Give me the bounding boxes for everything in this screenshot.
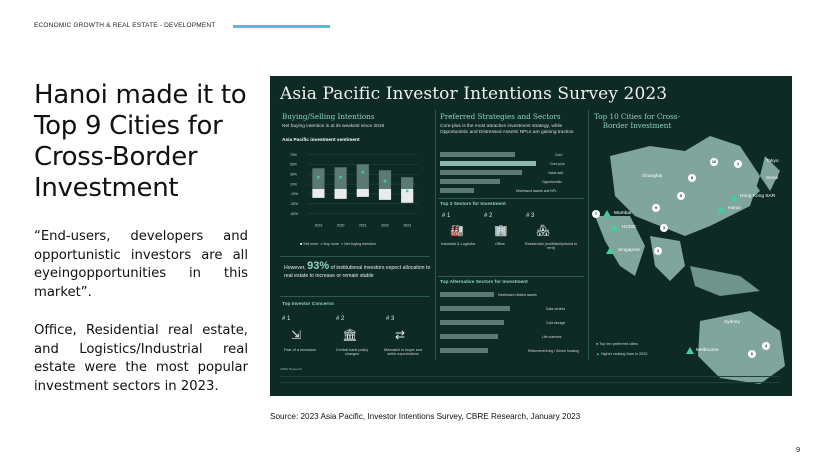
higher-ranking-marker [717, 206, 725, 213]
slide-title: Hanoi made it to Top 9 Cities for Cross-Border Investment [34, 80, 247, 203]
city-marker-shanghai: 8 [688, 174, 696, 182]
y-tick-label: -50% [290, 211, 299, 216]
strategy-bar [440, 188, 474, 193]
bank-icon: 🏛 [342, 328, 358, 342]
y-tick-label: 70% [290, 152, 297, 157]
alt-sectors-heading: Top Alternative Sectors for Investment [440, 280, 528, 285]
higher-ranking-marker [610, 224, 618, 231]
higher-ranking-marker [606, 247, 614, 254]
stat-suffix: of institutional investors expect allocation to real estate to increase or remain stable [284, 265, 431, 279]
sentiment-chart [280, 151, 430, 229]
city-hcmc: HCMC [622, 225, 637, 230]
section-divider [280, 296, 430, 297]
sell-more-bar [357, 189, 369, 197]
strategies-heading: Preferred Strategies and Sectors [440, 112, 561, 121]
summary-text: Office, Residential real estate, and Logistics/Industrial real estate were the most popular investment sectors in 2023. [34, 323, 248, 394]
concern-rank-1: # 1 [282, 316, 291, 322]
investor-stat [284, 262, 434, 280]
concerns-heading: Top Investor Concerns [282, 302, 334, 307]
higher-ranking-marker [730, 194, 738, 201]
section-divider [438, 276, 584, 277]
recession-icon: ⇲ [290, 328, 302, 342]
map-legend-top-ten: ● Top ten preferred cities [596, 342, 638, 346]
buy-more-bar [312, 168, 324, 189]
city-seoul: Seoul [766, 176, 779, 181]
city-marker-hanoi: 9 [652, 204, 660, 212]
concern-label-1: Fear of a recession [283, 348, 317, 352]
legend-net: Net buying intention [344, 242, 376, 246]
y-tick-label: -10% [290, 192, 299, 197]
concern-rank-2: # 2 [336, 316, 345, 322]
alt-sector-bar [440, 292, 494, 297]
concern-label-2: Central bank policy changes [335, 348, 369, 356]
x-tick-label: 2019 [314, 223, 323, 228]
city-marker-tokyo: 1 [734, 160, 742, 168]
footnote-rule [280, 376, 780, 377]
city-sydney: Sydney [724, 320, 740, 325]
x-tick-label: 2021 [358, 223, 367, 228]
y-tick-label: 30% [290, 172, 297, 177]
higher-ranking-marker [603, 210, 611, 217]
factory-icon: 🏭 [450, 225, 464, 237]
city-hanoi: Hanoi [728, 206, 741, 211]
strategy-bar [440, 152, 515, 157]
sectors-heading: Top 3 Sectors for Investment [440, 202, 506, 207]
strategy-bar [440, 161, 536, 166]
city-marker-hongkong: 5 [677, 192, 685, 200]
alt-sector-label: Retirement living / Senior housing [528, 349, 579, 353]
column-divider [588, 110, 589, 360]
source-citation: Source: 2023 Asia Pacific, Investor Intentions Survey, CBRE Research, January 2023 [270, 412, 581, 421]
infographic-title: Asia Pacific Investor Intentions Survey 2023 [280, 84, 668, 104]
sell-more-bar [335, 189, 347, 199]
higher-ranking-marker [686, 347, 694, 354]
infographic-footnote: CBRE Research [280, 367, 303, 371]
strategy-bar [440, 170, 522, 175]
city-marker-mumbai: 7 [592, 210, 600, 218]
strategy-label: Distressed assets and NPL [516, 189, 557, 193]
alt-sector-label: Data centres [546, 307, 566, 311]
x-tick-label: 2022 [381, 223, 389, 228]
page-number: 9 [796, 445, 801, 454]
alt-sector-bar [440, 334, 498, 339]
quote-text: “End-users, developers and opportunistic investors are all eyeingopportunities in this market”. [34, 229, 248, 300]
sector-label-3: Residential (multifamily/build to rent) [524, 242, 578, 250]
map-legend-higher: ▲ Higher ranking than in 2022 [596, 352, 648, 356]
net-buying-point [384, 180, 387, 183]
alt-sector-bar [440, 348, 488, 353]
alt-sector-label: Cold storage [546, 321, 566, 325]
strategy-label: Core [555, 153, 563, 157]
mismatch-icon: ⇄ [394, 328, 406, 342]
buying-selling-subtitle: Net buying intention is at its weakest since 2019 [282, 124, 385, 129]
concern-rank-3: # 3 [386, 316, 395, 322]
header-accent-rule [233, 25, 330, 28]
section-divider [438, 198, 584, 199]
strategy-label: Core plus [550, 162, 565, 166]
concern-label-3: Mismatch in buyer and seller expectations [383, 348, 423, 356]
alt-sector-bar [440, 320, 504, 325]
city-tokyo: Tokyo [766, 159, 779, 164]
cities-heading: Top 10 Cities for Cross-Border Investment [594, 112, 680, 130]
buy-more-bar [401, 177, 413, 189]
y-tick-label: 10% [290, 182, 297, 187]
strategy-bar [440, 179, 500, 184]
strategies-subtitle: Core-plus is the most attractive investment strategy, while Opportunistic and Distressed Assets/ NPLs are gaining traction [440, 124, 574, 135]
sell-more-bar [312, 189, 324, 198]
buying-selling-heading: Buying/Selling Intentions [282, 112, 375, 121]
column-divider [435, 110, 436, 360]
city-hong-kong: Hong Kong SAR [740, 194, 776, 199]
city-mumbai: Mumbai [614, 211, 632, 216]
footnote-rule [280, 382, 780, 383]
city-shanghai: Shanghai [642, 174, 663, 179]
survey-infographic [270, 76, 792, 396]
section-label: ECONOMIC GROWTH & REAL ESTATE - DEVELOPMENT [34, 22, 216, 29]
strategy-label: Value-add [548, 171, 564, 175]
sector-label-2: Office [495, 242, 505, 246]
city-marker-melbourne: 6 [748, 350, 756, 358]
y-tick-label: 50% [290, 162, 297, 167]
city-marker-singapore: 2 [654, 247, 662, 255]
sector-label-1: Industrial & Logistics [440, 242, 476, 246]
net-buying-point [317, 176, 320, 179]
buy-more-bar [357, 164, 369, 189]
city-marker-hcmc: 3 [660, 224, 668, 232]
legend-buy: Buy more [323, 242, 339, 246]
x-tick-label: 2023 [403, 223, 412, 228]
section-divider [280, 256, 430, 257]
buy-more-bar [379, 170, 391, 189]
city-marker-seoul: 10 [711, 159, 717, 164]
alt-sector-label: Healthcare-related assets [498, 293, 537, 297]
sector-rank-2: # 2 [484, 213, 493, 219]
chart-legend: ■ Sell more ■ Buy more ● Net buying intention [300, 242, 376, 246]
alt-sector-label: Life sciences [542, 335, 562, 339]
residential-icon: 🏘 [536, 225, 550, 237]
net-buying-point [339, 176, 342, 179]
office-building-icon: 🏢 [494, 225, 508, 237]
sector-rank-1: # 1 [442, 213, 451, 219]
city-melbourne: Melbourne [696, 348, 719, 353]
stat-percentage: 93% [307, 260, 330, 272]
city-marker-sydney: 4 [762, 342, 770, 350]
alt-sector-bar [440, 306, 510, 311]
x-tick-label: 2020 [336, 223, 345, 228]
city-singapore: Singapore [618, 248, 640, 253]
sell-more-bar [379, 189, 391, 200]
sentiment-chart-title: Asia Pacific investment sentiment [282, 138, 360, 143]
stat-prefix: However, [284, 265, 306, 271]
net-buying-point [361, 171, 364, 174]
net-buying-point [406, 190, 409, 193]
legend-sell: Sell more [303, 242, 319, 246]
strategy-label: Opportunistic [542, 180, 562, 184]
y-tick-label: -30% [290, 202, 299, 207]
sector-rank-3: # 3 [526, 213, 535, 219]
